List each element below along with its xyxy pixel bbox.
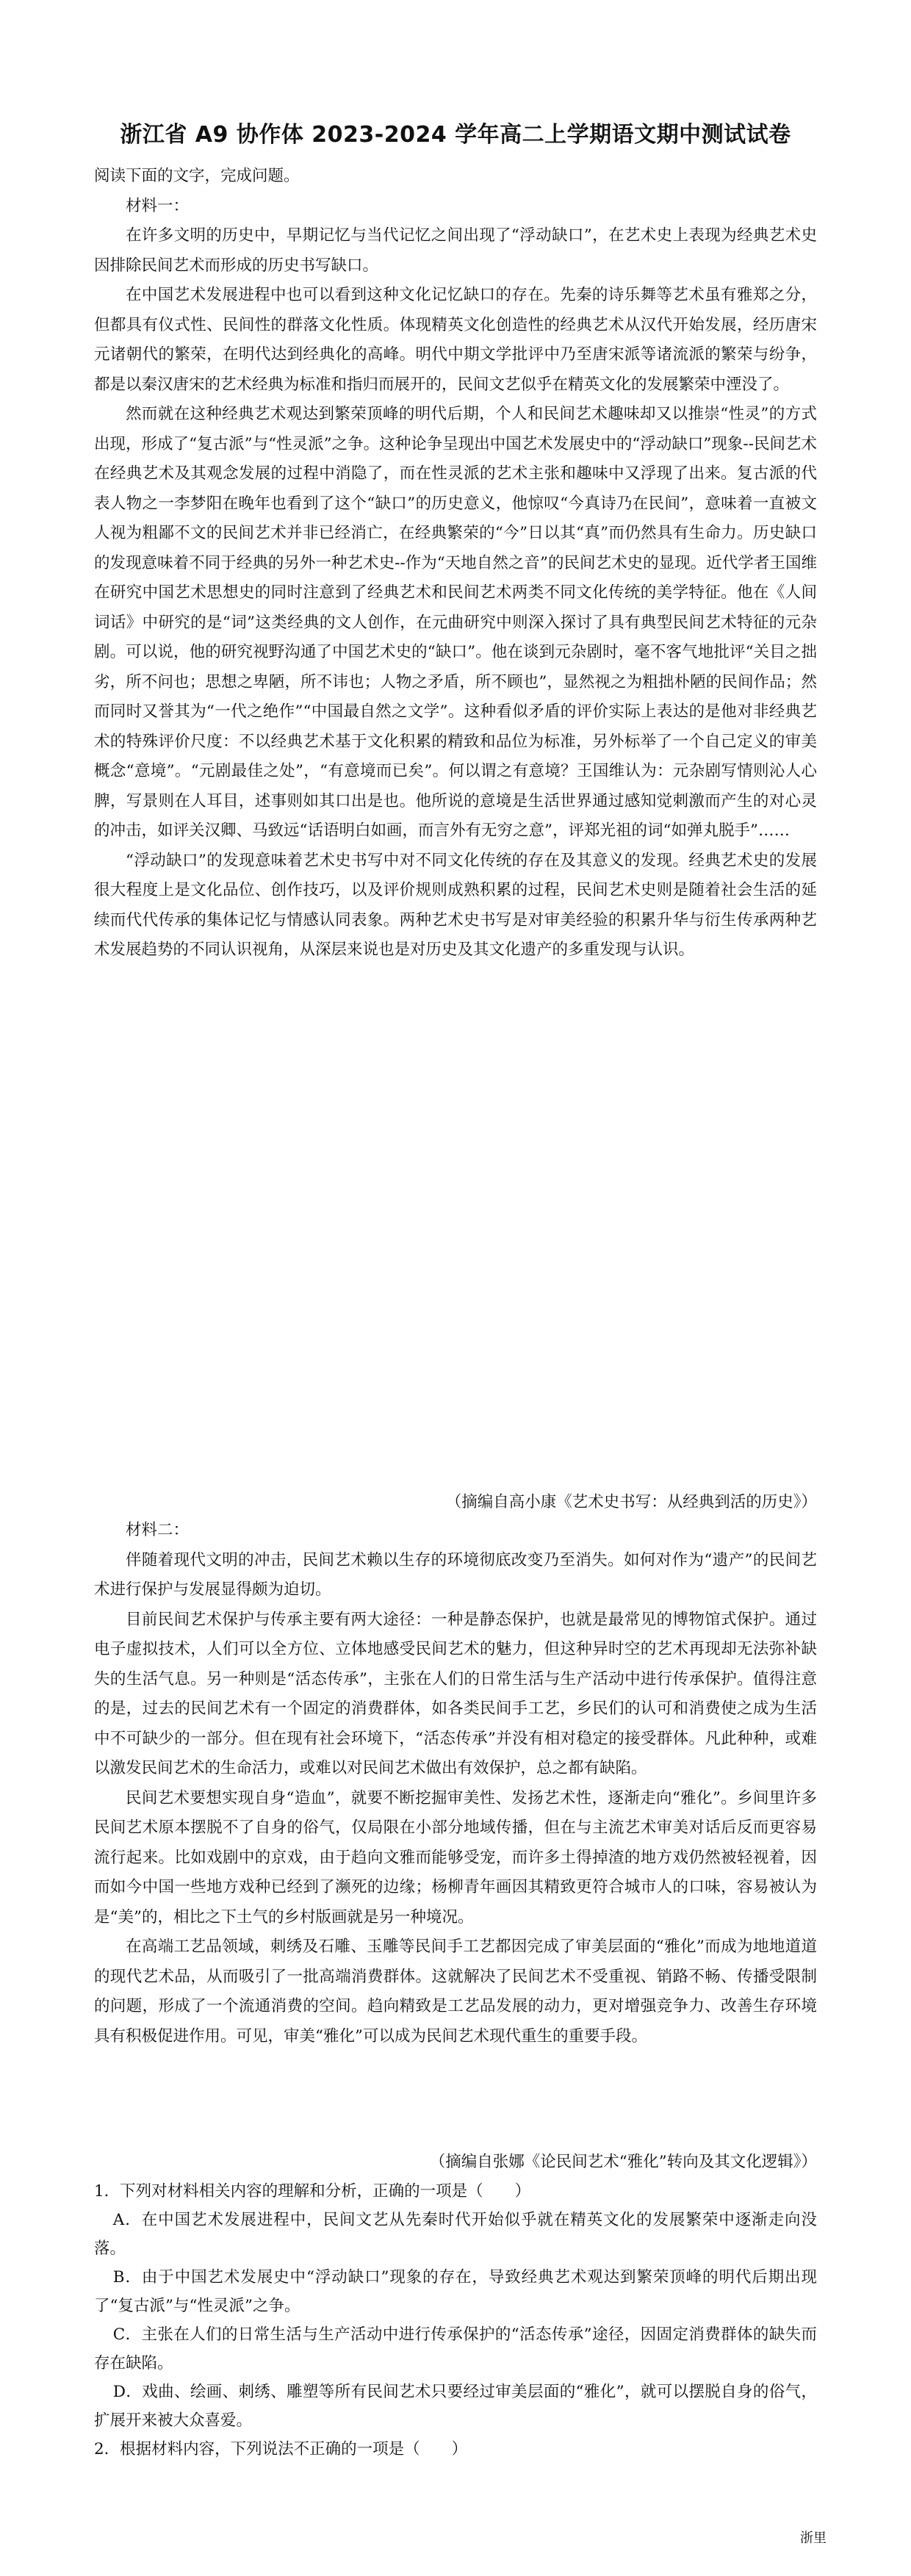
questions-block	[94, 2177, 817, 2464]
material-two-paragraph: 在高端工艺品领域，刺绣及石雕、玉雕等民间手工艺都因完成了审美层面的“雅化”而成为地地道道的现代艺术品，从而吸引了一批高端消费群体。这就解决了民间艺术不受重视、销路不畅、传播受限制的问题，形成了一个流通消费的空间。趋向精致是工艺品发展的动力，更对增强竞争力、改善生存环境具有积极促进作用。可见，审美“雅化”可以成为民间艺术现代重生的重要手段。	[94, 1938, 817, 2046]
material-two-paragraph: 目前民间艺术保护与传承主要有两大途径：一种是静态保护，也就是最常见的博物馆式保护。通过电子虚拟技术，人们可以全方位、立体地感受民间艺术的魅力，但这种异时空的艺术再现却无法弥补缺失的生活气息。另一种则是“活态传承”，主张在人们的日常生活与生产活动中进行传承保护。值得注意的是，过去的民间艺术有一个固定的消费群体，如各类民间手工艺，乡民们的认可和消费使之成为生活中不可缺少的一部分。但在现有社会环境下，“活态传承”并没有相对稳定的接受群体。凡此种种，或难以激发民间艺术的生命活力，或难以对民间艺术做出有效保护，总之都有缺陷。	[94, 1610, 817, 1777]
material-two-source: （摘编自张娜《论民间艺术“雅化”转向及其文化逻辑》）	[429, 2153, 817, 2171]
material-one-block	[94, 162, 817, 965]
material-one-paragraph: 在许多文明的历史中，早期记忆与当代记忆之间出现了“浮动缺口”，在艺术史上表现为经典艺术史因排除民间艺术而形成的历史书写缺口。	[94, 226, 817, 275]
material-one-paragraph: 然而就在这种经典艺术观达到繁荣顶峰的明代后期，个人和民间艺术趣味却又以推崇“性灵”的方式出现，形成了“复古派”与“性灵派”之争。这种论争呈现出中国艺术发展史中的“浮动缺口”现象--民间艺术在经典艺术及其观念发展的过程中消隐了，而在性灵派的艺术主张和趣味中又浮现了出来。复古派的代表人物之一李梦阳在晚年也看到了这个“缺口”的历史意义，他惊叹“今真诗乃在民间”，意味着一直被文人视为粗鄙不文的民间艺术并非已经消亡，在经典繁荣的“今”日以其“真”而仍然具有生命力。历史缺口的发现意味着不同于经典的另外一种艺术史--作为“天地自然之音”的民间艺术史的显现。近代学者王国维在研究中国艺术思想史的同时注意到了经典艺术和民间艺术两类不同文化传统的美学特征。他在《人间词话》中研究的是“词”这类经典的文人创作，在元曲研究中则深入探讨了具有典型民间艺术特征的元杂剧。可以说，他的研究视野沟通了中国艺术史的“缺口”。他在谈到元杂剧时，毫不客气地批评“关目之拙劣，所不问也；思想之卑陋，所不讳也；人物之矛盾，所不顾也”，显然视之为粗拙朴陋的民间作品；然而同时又誉其为“一代之绝作”“中国最自然之文学”。这种看似矛盾的评价实际上表达的是他对非经典艺术的特殊评价尺度：不以经典艺术基于文化积累的精致和品位为标准，另外标举了一个自己定义的审美概念“意境”。“元剧最佳之处”，“有意境而已矣”。何以谓之有意境？王国维认为：元杂剧写情则沁人心脾，写景则在人耳目，述事则如其口出是也。他所说的意境是生活世界通过感知觉刺激而产生的对心灵的冲击，如评关汉卿、马致远“话语明白如画，而言外有无穷之意”，评郑光祖的词“如弹丸脱手”……	[94, 405, 817, 840]
exam-title: 浙江省 A9 协作体 2023-2024 学年高二上学期语文期中测试试卷	[120, 122, 791, 148]
question-option-a: A．在中国艺术发展进程中，民间文艺从先秦时代开始似乎就在精英文化的发展繁荣中逐渐走向没落。	[94, 2211, 817, 2258]
material-one-paragraph: 在中国艺术发展进程中也可以看到这种文化记忆缺口的存在。先秦的诗乐舞等艺术虽有雅郑之分，但都具有仪式性、民间性的群落文化性质。体现精英文化创造性的经典艺术从汉代开始发展，经历唐宋元诸朝代的繁荣，在明代达到经典化的高峰。明代中期文学批评中乃至唐宋派等诸流派的繁荣与纷争，都是以秦汉唐宋的艺术经典为标准和指归而展开的，民间文艺似乎在精英文化的发展繁荣中湮没了。	[94, 286, 817, 394]
question-stem: 2．根据材料内容，下列说法不正确的一项是（ ）	[94, 2440, 468, 2458]
question-option-d: D．戏曲、绘画、刺绣、雕塑等所有民间艺术只要经过审美层面的“雅化”，就可以摆脱自身的俗气，扩展开来被大众喜爱。	[94, 2383, 817, 2430]
material-one-paragraph: “浮动缺口”的发现意味着艺术史书写中对不同文化传统的存在及其意义的发现。经典艺术史的发展很大程度上是文化品位、创作技巧，以及评价规则成熟积累的过程，民间艺术史则是随着社会生活的延续而代代传承的集体记忆与情感认同表象。两种艺术史书写是对审美经验的积累升华与衍生传承两种艺术发展趋势的不同认识视角，从深层来说也是对历史及其文化遗产的多重发现与认识。	[94, 851, 817, 959]
page-footer: 浙里	[800, 2530, 827, 2546]
material-two-paragraph: 民间艺术要想实现自身“造血”，就要不断挖掘审美性、发扬艺术性，逐渐走向“雅化”。乡间里许多民间艺术原本摆脱不了自身的俗气，仅局限在小部分地域传播，但在与主流艺术审美对话后反而更容易流行起来。比如戏剧中的京戏，由于趋向文雅而能够受宠，而许多土得掉渣的地方戏仍然被轻视着，因而如今中国一些地方戏种已经到了濒死的边缘；杨柳青年画因其精致更符合城市人的口味，容易被认为是“美”的，相比之下土气的乡村版画就是另一种境况。	[94, 1788, 817, 1926]
material-one-label: 材料一：	[126, 196, 190, 215]
material-one-source: （摘编自高小康《艺术史书写：从经典到活的历史》）	[445, 1493, 817, 1511]
reading-instruction: 阅读下面的文字，完成问题。	[94, 167, 300, 185]
question-stem: 1．下列对材料相关内容的理解和分析，正确的一项是（ ）	[94, 2182, 531, 2201]
question-option-c: C．主张在人们的日常生活与生产活动中进行传承保护的“活态传承”途径，因固定消费群体的缺失而存在缺陷。	[94, 2325, 817, 2372]
material-two-label: 材料二：	[126, 1521, 190, 1539]
question-option-b: B．由于中国艺术发展史中“浮动缺口”现象的存在，导致经典艺术观达到繁荣顶峰的明代后期出现了“复古派”与“性灵派”之争。	[94, 2268, 817, 2315]
material-two-block	[94, 1516, 817, 2051]
material-two-paragraph: 伴随着现代文明的冲击，民间艺术赖以生存的环境彻底改变乃至消失。如何对作为“遗产”的民间艺术进行保护与发展显得颇为迫切。	[94, 1550, 817, 1599]
